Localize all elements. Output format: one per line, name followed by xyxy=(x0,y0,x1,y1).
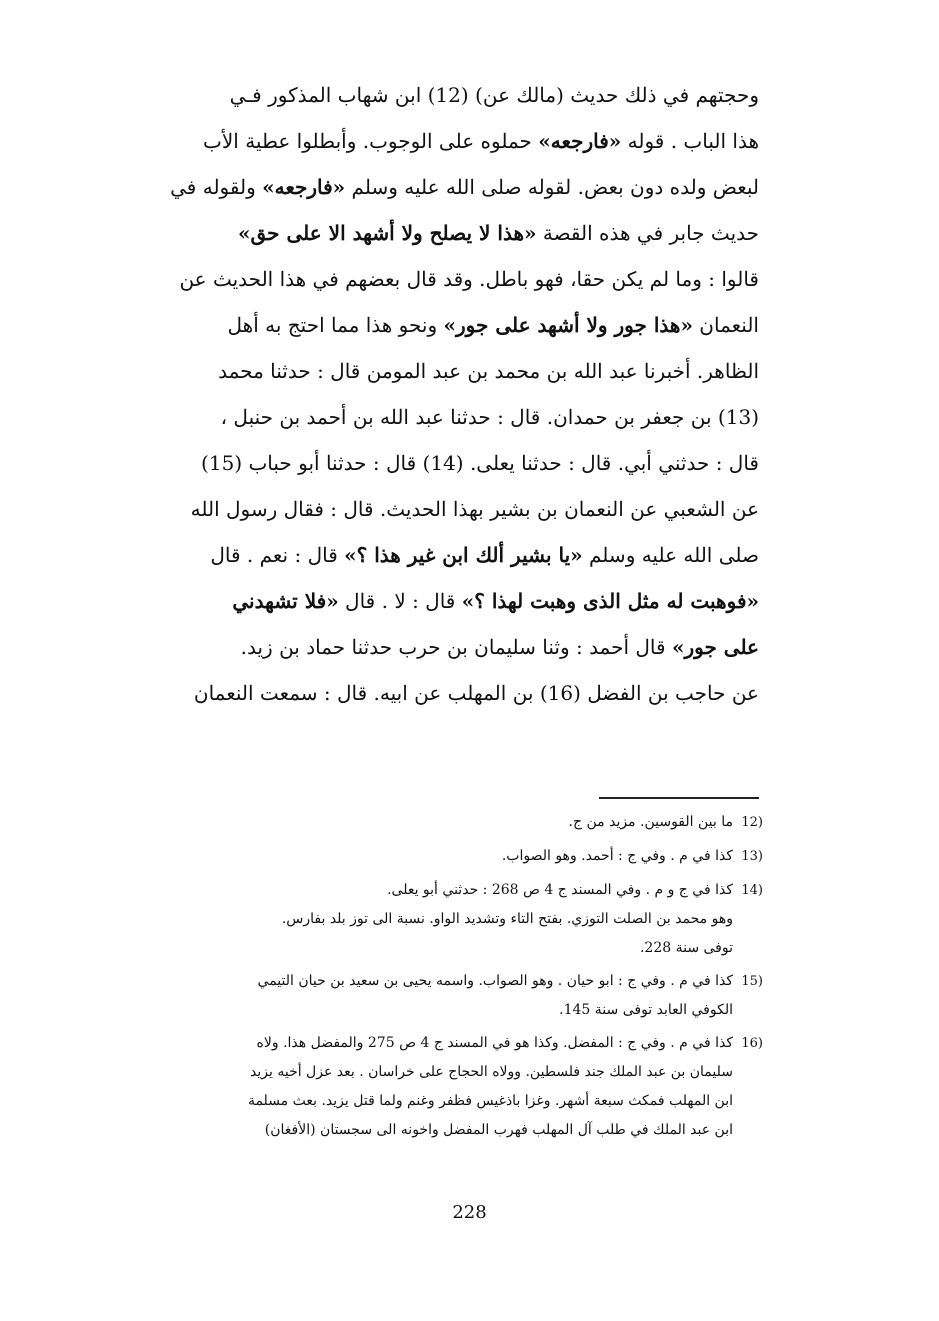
footnote-line: سليمان بن عبد الملك جند فلسطين. وولاه الحجاج على خراسان . بعد عزل أخيه يزيد xyxy=(250,1064,733,1080)
text-line xyxy=(132,256,759,302)
bold-quote-segment: «فلا تشهدني xyxy=(232,589,339,613)
page-number: 228 xyxy=(452,1202,487,1223)
bold-quote-segment: «فوهبت له مثل الذى وهبت لهذا ؟» xyxy=(461,589,759,613)
text-segment: قال : لا . قال xyxy=(338,589,462,613)
footnote-line: كذا في م . وفي ج : ابو حيان . وهو الصواب. واسمه يحيى بن سعيد بن حيان التيمي xyxy=(257,973,733,989)
text-segment: قال أحمد : وثنا سليمان بن حرب حدثنا حماد بن زيد. xyxy=(240,635,672,659)
text-segment: وحجتهم في ذلك حديث (مالك عن) (12) ابن شهاب المذكور فـي xyxy=(229,83,759,107)
text-segment: حديث جابر في هذه القصة xyxy=(536,221,759,245)
bold-quote-segment: على جور» xyxy=(671,635,759,659)
text-segment: ونحو هذا مما احتج به أهل xyxy=(227,313,444,337)
footnote-separator xyxy=(599,797,759,799)
text-line xyxy=(132,348,759,394)
text-segment: النعمان xyxy=(692,313,759,337)
text-segment: (13) بن جعفر بن حمدان. قال : حدثنا عبد الله بن أحمد بن حنبل ، xyxy=(220,405,759,429)
text-line xyxy=(132,624,759,670)
footnote-number: 12) xyxy=(741,815,763,830)
footnote xyxy=(140,876,763,963)
bold-quote-segment: «هذا جور ولا أشهد على جور» xyxy=(443,313,693,337)
text-segment: لبعض ولده دون بعض. لقوله صلى الله عليه وسلم xyxy=(345,175,759,199)
footnote-line: كذا في ج و م . وفي المسند ج 4 ص 268 : حدثني أبو يعلى. xyxy=(387,882,733,898)
text-segment: قال : حدثني أبي. قال : حدثنا يعلى. (14) قال : حدثنا أبو حباب (15) xyxy=(201,451,759,475)
text-segment: صلى الله عليه وسلم xyxy=(582,543,759,567)
text-line xyxy=(132,486,759,532)
footnote-line: ابن المهلب فمكث سبعة أشهر. وغزا باذغيس فظفر وغنم ولما قتل يزيد. بعث مسلمة xyxy=(247,1093,733,1109)
text-segment: حملوه على الوجوب. وأبطلوا عطية الأب xyxy=(203,129,539,153)
bold-quote-segment: «فارجعه» xyxy=(262,175,346,199)
text-segment: الظاهر. أخبرنا عبد الله بن محمد بن عبد المومن قال : حدثنا محمد xyxy=(218,359,759,383)
footnote-line: ما بين القوسين. مزيد من ج. xyxy=(568,814,733,830)
footnote-line: الكوفي العابد توفى سنة 145. xyxy=(559,1002,733,1018)
footnote-line: ابن عبد الملك في طلب آل المهلب فهرب المفضل واخونه الى سجستان (الأفغان) xyxy=(264,1122,733,1138)
footnote xyxy=(140,967,763,1025)
text-segment: عن الشعبي عن النعمان بن بشير بهذا الحديث. قال : فقال رسول الله xyxy=(190,497,759,521)
footnote xyxy=(140,842,763,872)
footnote xyxy=(140,808,763,838)
footnote-body xyxy=(140,808,733,837)
bold-quote-segment: «فارجعه» xyxy=(538,129,622,153)
bold-quote-segment: «هذا لا يصلح ولا أشهد الا على حق» xyxy=(237,221,537,245)
text-segment: قالوا : وما لم يكن حقا، فهو باطل. وقد قال بعضهم في هذا الحديث عن xyxy=(179,267,759,291)
text-line xyxy=(132,670,759,716)
main-text-body xyxy=(132,72,759,716)
text-segment: قال : نعم . قال xyxy=(210,543,345,567)
footnote-body xyxy=(140,967,733,1025)
footnote-body xyxy=(140,842,733,871)
footnote-number: 13) xyxy=(741,849,763,864)
text-line xyxy=(132,72,759,118)
text-line xyxy=(132,210,759,256)
footnote-number: 15) xyxy=(741,974,763,989)
text-segment: عن حاجب بن الفضل (16) بن المهلب عن ابيه. قال : سمعت النعمان xyxy=(193,681,759,705)
footnote xyxy=(140,1029,763,1145)
footnote-body xyxy=(140,876,733,963)
text-segment: هذا الباب . قوله xyxy=(621,129,759,153)
footnotes-section xyxy=(140,808,763,1149)
text-segment: ولقوله في xyxy=(170,175,263,199)
text-line xyxy=(132,532,759,578)
footnote-line: وهو محمد بن الصلت التوزي. بفتح التاء وتشديد الواو. نسبة الى توز بلد بفارس. xyxy=(281,911,733,927)
text-line xyxy=(132,118,759,164)
bold-quote-segment: «يا بشير ألك ابن غير هذا ؟» xyxy=(344,543,583,567)
footnote-number: 16) xyxy=(741,1036,763,1051)
text-line xyxy=(132,578,759,624)
footnote-body xyxy=(140,1029,733,1145)
footnote-line: كذا في م . وفي ج : أحمد. وهو الصواب. xyxy=(501,848,733,864)
footnote-number: 14) xyxy=(741,883,763,898)
text-line xyxy=(132,440,759,486)
footnote-line: توفى سنة 228. xyxy=(639,940,733,956)
footnote-line: كذا في م . وفي ج : المفضل. وكذا هو في المسند ج 4 ص 275 والمفضل هذا. ولاه xyxy=(256,1035,733,1051)
text-line xyxy=(132,302,759,348)
text-line xyxy=(132,394,759,440)
text-line xyxy=(132,164,759,210)
